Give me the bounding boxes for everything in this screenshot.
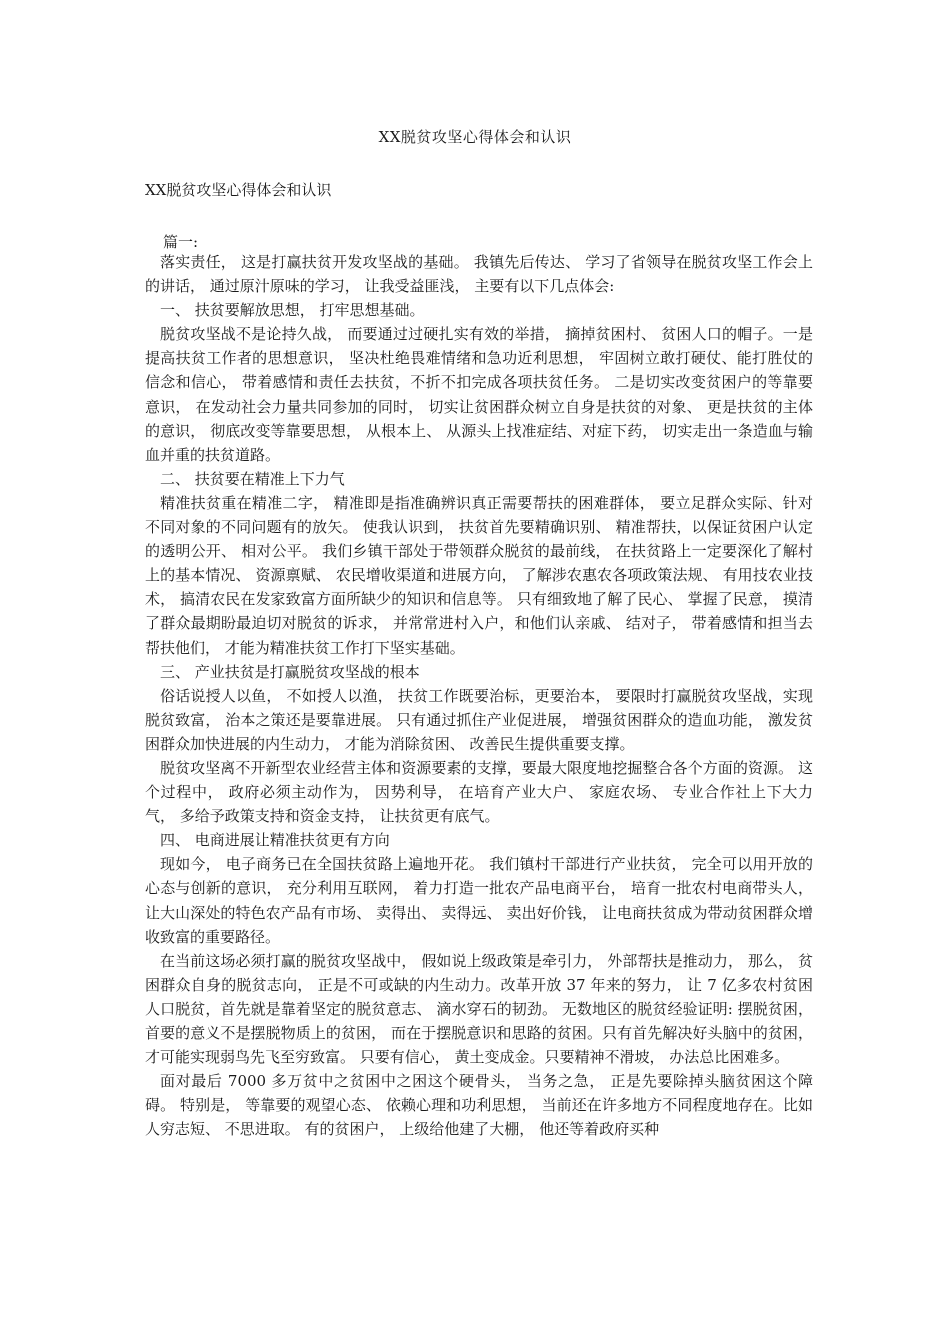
paragraph: 脱贫攻坚离不开新型农业经营主体和资源要素的支撑，要最大限度地挖掘整合各个方面的资源。 这个过程中， 政府必须主动作为， 因势利导， 在培育产业大户、 家庭农场、 专业合作社上下大力气， 多给予政策支持和资金支持， 让扶贫更有底气。: [145, 758, 813, 826]
heading-4: 四、 电商进展让精准扶贫更有方向: [160, 831, 390, 850]
paragraph: 现如今， 电子商务已在全国扶贫路上遍地开花。 我们镇村干部进行产业扶贫， 完全可以用开放的心态与创新的意识， 充分利用互联网， 着力打造一批农产品电商平台， 培育一批农村电商带头人， 让大山深处的特色农产品有市场、 卖得出、 卖得远、 卖出好价钱， 让电商扶贫成为带动贫困群众增收致富的重要路径。: [145, 855, 813, 946]
heading-1: 一、 扶贫要解放思想， 打牢思想基础。: [160, 301, 425, 320]
document-title: XX脱贫攻坚心得体会和认识: [378, 128, 572, 146]
document-subtitle: XX脱贫攻坚心得体会和认识: [145, 181, 332, 199]
paragraph: 俗话说授人以鱼， 不如授人以渔， 扶贫工作既要治标，更要治本， 要限时打赢脱贫攻坚战，实现脱贫致富， 治本之策还是要靠进展。 只有通过抓住产业促进展， 增强贫困群众的造血功能， 激发贫困群众加快进展的内生动力， 才能为消除贫困、 改善民生提供重要支撑。: [145, 686, 813, 753]
document-body: [145, 250, 813, 1141]
paragraph: 脱贫攻坚战不是论持久战， 而要通过过硬扎实有效的举措， 摘掉贫困村、 贫困人口的帽子。一是提高扶贫工作者的思想意识， 坚决杜绝畏难情绪和急功近利思想， 牢固树立敢打硬仗、能打胜仗的信念和信心， 带着感情和责任去扶贫，不折不扣完成各项扶贫任务。 二是切实改变贫困户的等靠要意识， 在发动社会力量共同参加的同时， 切实让贫困群众树立自身是扶贫的对象、 更是扶贫的主体的意识， 彻底改变等靠要思想， 从根本上、 从源头上找准症结、对症下药， 切实走出一条造血与输血并重的扶贫道路。: [145, 325, 813, 464]
paragraph: 面对最后 7000 多万贫中之贫困中之困这个硬骨头， 当务之急， 正是先要除掉头脑贫困这个障碍。 特别是， 等靠要的观望心态、 依赖心理和功利思想， 当前还在许多地方不同程度地存在。比如人穷志短、 不思进取。 有的贫困户， 上级给他建了大棚， 他还等着政府买种: [145, 1072, 813, 1139]
paragraph: 精准扶贫重在精准二字， 精准即是指准确辨识真正需要帮扶的困难群体， 要立足群众实际、针对不同对象的不同问题有的放矢。 使我认识到， 扶贫首先要精确识别、 精准帮扶，以保证贫困户认定的透明公开、 相对公平。 我们乡镇干部处于带领群众脱贫的最前线， 在扶贫路上一定要深化了解村上的基本情况、 资源禀赋、 农民增收渠道和进展方向， 了解涉农惠农各项政策法规、 有用技农业技术， 搞清农民在发家致富方面所缺少的知识和信息等。 只有细致地了解了民心、 掌握了民意， 摸清了群众最期盼最迫切对脱贫的诉求， 并常常进村入户，和他们认亲戚、 结对子， 带着感情和担当去帮扶他们， 才能为精准扶贫工作打下坚实基础。: [145, 493, 813, 657]
heading-3: 三、 产业扶贫是打赢脱贫攻坚战的根本: [160, 662, 420, 681]
paragraph: 在当前这场必须打赢的脱贫攻坚战中， 假如说上级政策是牵引力， 外部帮扶是推动力， 那么， 贫困群众自身的脱贫志向， 正是不可或缺的内生动力。改革开放 37 年来的努力， 让 7 亿多农村贫困人口脱贫，首先就是靠着坚定的脱贫意志、 滴水穿石的韧劲。 无数地区的脱贫经验证明: 摆脱贫困， 首要的意义不是摆脱物质上的贫困， 而在于摆脱意识和思路的贫困。只有首先解决好头脑中的贫困， 才可能实现弱鸟先飞至穷致富。 只要有信心， 黄土变成金。只要精神不滑坡， 办法总比困难多。: [145, 951, 813, 1067]
heading-2: 二、 扶贫要在精准上下力气: [160, 469, 345, 488]
paragraph: 落实责任， 这是打赢扶贫开发攻坚战的基础。 我镇先后传达、 学习了省领导在脱贫攻坚工作会上的讲话， 通过原汁原味的学习， 让我受益匪浅， 主要有以下几点体会:: [145, 253, 813, 296]
section-label: 篇一:: [163, 233, 199, 251]
